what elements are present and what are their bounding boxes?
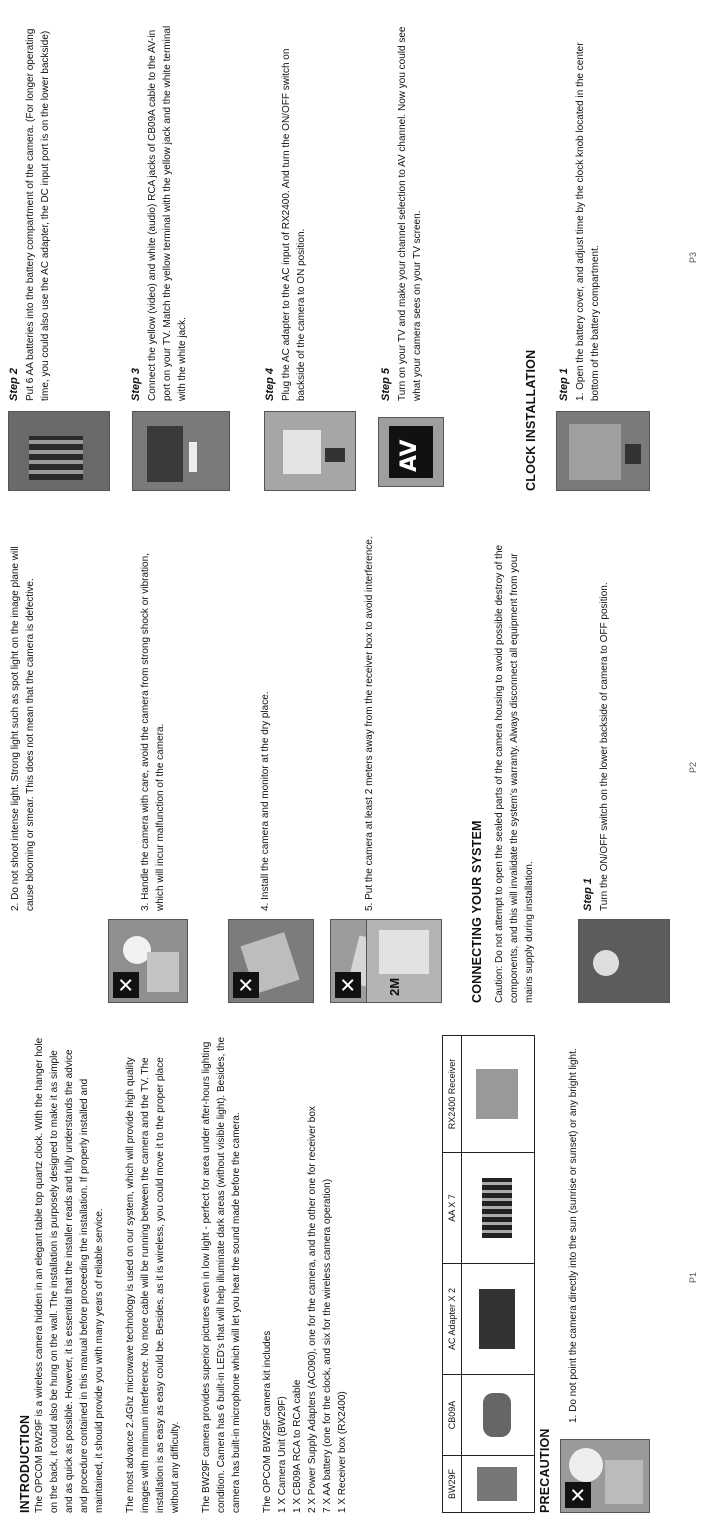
precaution-5-text: 5. Put the camera at least 2 meters away from the receiver box to avoid interference. <box>364 536 375 911</box>
introduction-heading: INTRODUCTION <box>18 1414 32 1513</box>
kit-item-1: 1 X Camera Unit (BW29F) <box>277 1396 288 1513</box>
connect-step-3-image <box>132 411 230 491</box>
kit-header-cb09a: CB09A <box>443 1375 462 1456</box>
clock-installation-heading: CLOCK INSTALLATION <box>524 349 538 491</box>
kit-intro: The OPCOM BW29F camera kit includes <box>262 1330 273 1513</box>
kit-item-2: 1 X CB09A RCA to RCA cable <box>292 1379 303 1513</box>
aa-batteries-image <box>482 1178 512 1238</box>
connect-step-3-label: Step 3 <box>130 367 142 401</box>
connect-step-5-text: Turn on your TV and make your channel selection to AV channel. Now you could see what your camera sees on your TV screen. <box>397 26 423 401</box>
kit-image-ac-adapter <box>462 1264 535 1375</box>
intro-paragraph-1: The OPCOM BW29F is a wireless camera hidden in an elegant table top quartz clock. With the hanger hole on the back, it could also be hung on the wall. The installation is purposely designed to make it as simple and as quick as possible. However, it is essential that the installer reads and fully understands the advice and procedure contained in this manual before proceeding the installation. If properly installed and maintained, it should provide you with many years of reliable service. <box>34 1037 105 1513</box>
prohibited-icon: ✕ <box>565 1482 591 1508</box>
prohibited-icon: ✕ <box>113 972 139 998</box>
connect-step-2-text: Put 6 AA batteries into the battery compartment of the camera. (For longer operating time, you could also use the AC adapter, the DC input port is on the lower backside) <box>25 28 51 401</box>
kit-image-receiver <box>462 1036 535 1153</box>
kit-item-4: 7 X AA battery (one for the clock, and six for the wireless camera operation) <box>322 1178 333 1513</box>
prohibited-icon: ✕ <box>335 972 361 998</box>
rca-cable-image <box>483 1393 511 1437</box>
precaution-1-image <box>560 1439 650 1513</box>
prohibited-icon: ✕ <box>233 972 259 998</box>
kit-image-cb09a <box>462 1375 535 1456</box>
precaution-2-image <box>108 919 188 1003</box>
connect-step-1-text: Turn the ON/OFF switch on the lower backside of camera to OFF position. <box>599 582 610 911</box>
kit-item-3: 2 X Power Supply Adapters (AC090), one for the camera, and the other one for receiver box <box>307 1106 318 1513</box>
connect-step-5-label: Step 5 <box>380 367 392 401</box>
connect-step-3-text: Connect the yellow (video) and white (audio) RCA jacks of CB09A cable to the AV-in port on your TV. Match the yellow terminal with the yellow jack and the white terminal with the white jack. <box>147 25 188 401</box>
connect-step-4-label: Step 4 <box>264 367 276 401</box>
receiver-box-image <box>476 1069 518 1119</box>
precaution-5-image <box>366 919 442 1003</box>
caution-text: Caution: Do not attempt to open the sealed parts of the camera housing to avoid possible destroy of the components, and this will invalidate the system's warranty. Always disconnect all equipment from your mains supply during installation. <box>494 544 535 1003</box>
connect-step-2-image <box>8 411 110 491</box>
introduction-section <box>18 1035 350 1513</box>
kit-image-bw29f <box>462 1456 535 1513</box>
distance-label: 2M <box>387 977 402 996</box>
clock-step-1-label: Step 1 <box>558 367 570 401</box>
kit-image-aa-batteries <box>462 1153 535 1264</box>
kit-header-ac-adapter: AC Adapter X 2 <box>443 1264 462 1375</box>
connect-step-1-image <box>578 919 670 1003</box>
clock-step-1-text: 1. Open the battery cover, and adjust time by the clock knob located in the center bottom of the battery compartment. <box>575 42 601 401</box>
kit-header-bw29f: BW29F <box>443 1456 462 1513</box>
page-number-3: P3 <box>688 251 698 263</box>
connect-step-4-image <box>264 411 356 491</box>
page-number-1: P1 <box>688 1271 698 1283</box>
intro-paragraph-3: The BW29F camera provides superior pictures even in low light - perfect for area under after-hours lighting condition. Camera has 6 built-in LED's that will help illuminate dark areas (without visible light). Besides, the camera has built-in microphone which will let you hear the sound made before the camera. <box>201 1036 242 1513</box>
av-label: AV <box>397 439 422 472</box>
connect-step-5-image <box>378 417 444 487</box>
kit-item-5: 1 X Receiver box (RX2400) <box>337 1391 348 1513</box>
page-1 <box>0 1023 702 1533</box>
precaution-1-text: 1. Do not point the camera directly into the sun (sunrise or sunset) or any bright light. <box>568 1048 579 1423</box>
connecting-heading: CONNECTING YOUR SYSTEM <box>470 820 484 1003</box>
precaution-heading: PRECAUTION <box>538 1428 552 1513</box>
precaution-2-text: 2. Do not shoot intense light. Strong light such as spot light on the image plane will cause blooming or smear. This does not mean that the camera is defective. <box>10 546 36 911</box>
ac-adapter-image <box>479 1289 515 1349</box>
camera-clock-image <box>477 1467 517 1501</box>
precaution-4-text: 4. Install the camera and monitor at the dry place. <box>260 691 271 911</box>
page-3 <box>0 0 702 513</box>
clock-step-1-image <box>556 411 650 491</box>
intro-paragraph-2: The most advance 2.4Ghz microwave technology is used on our system, which will provide high quality images with minimum interference. No more cable will be running between the camera and the TV. The installation is as easy as easy could be. Besides, as it is wireless, you could move it to the proper place without any difficulty. <box>125 1057 181 1513</box>
kit-contents-table <box>442 1035 535 1513</box>
precaution-3-text: 3. Handle the camera with care, avoid the camera from strong shock or vibration, which will incur malfunction of the camera. <box>140 553 166 911</box>
page-2 <box>0 513 702 1023</box>
connect-step-1-label: Step 1 <box>582 877 594 911</box>
page-number-2: P2 <box>688 761 698 773</box>
kit-header-aa-batteries: AA X 7 <box>443 1153 462 1264</box>
precaution-3-image <box>228 919 314 1003</box>
kit-header-receiver: RX2400 Receiver <box>443 1036 462 1153</box>
connect-step-2-label: Step 2 <box>8 367 20 401</box>
connect-step-4-text: Plug the AC adapter to the AC input of RX2400. And turn the ON/OFF switch on backside of the camera to ON position. <box>281 48 307 401</box>
